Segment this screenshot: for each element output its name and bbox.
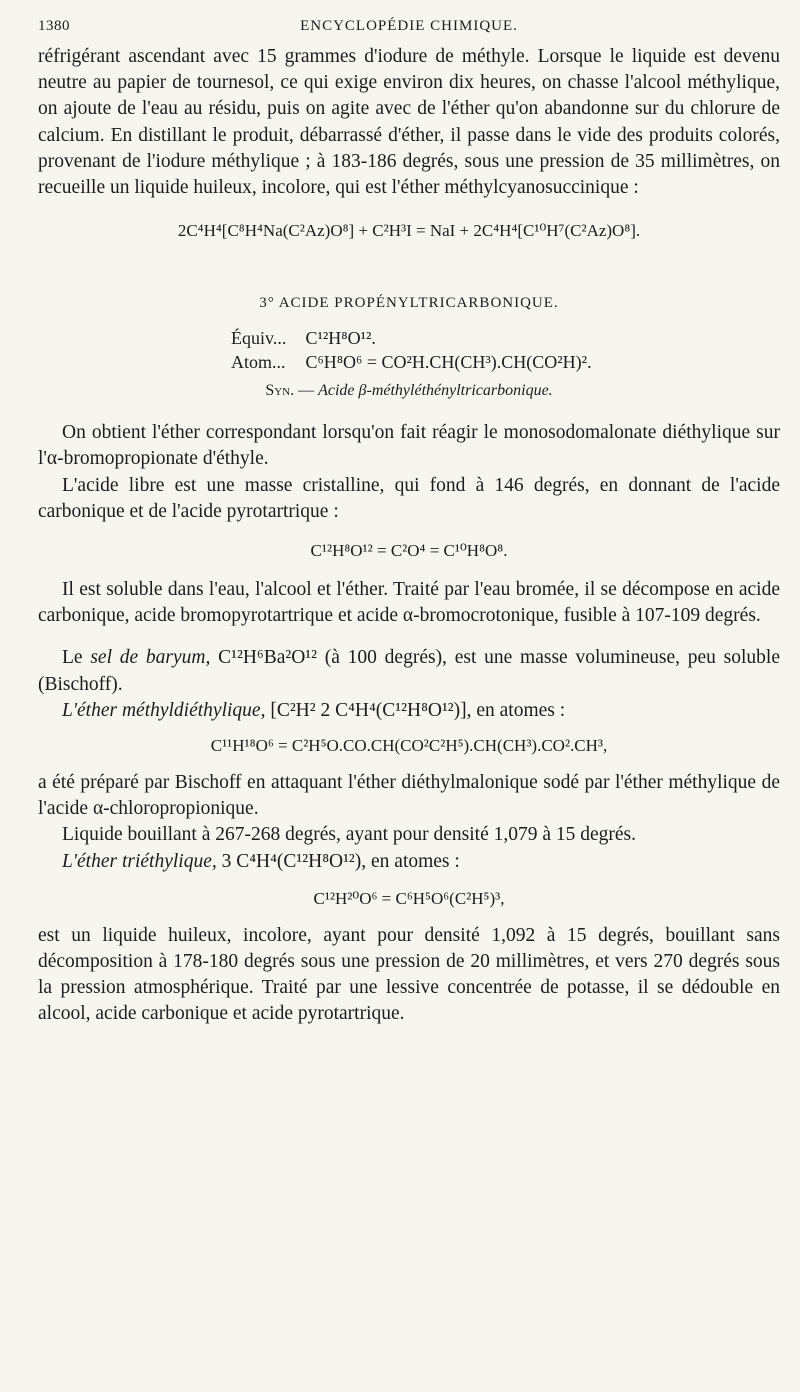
paragraph-boiling-point: Liquide bouillant à 267-268 degrés, ayant pour densité 1,079 à 15 degrés. — [62, 824, 637, 846]
equiv-line — [38, 326, 780, 350]
barium-term: sel de baryum, — [90, 647, 211, 669]
equation-decomposition: C¹²H⁸O¹² = C²O⁴ = C¹⁰H⁸O⁸. — [310, 541, 508, 561]
methyldiethyl-term: L'éther méthyldiéthylique, — [62, 699, 266, 721]
methyldiethyl-text: [C²H² 2 C⁴H⁴(C¹²H⁸O¹²)], en atomes : — [265, 699, 566, 721]
paragraph-methyldiethyl-ether — [38, 698, 780, 724]
paragraph-barium-salt — [38, 645, 780, 697]
equiv-formula: C¹²H⁸O¹². — [305, 328, 376, 349]
barium-lead: Le — [62, 647, 91, 669]
triethyl-text: 3 C⁴H⁴(C¹²H⁸O¹²), en atomes : — [216, 850, 460, 872]
atom-formula: C⁶H⁸O⁶ = CO²H.CH(CH³).CH(CO²H)². — [305, 352, 592, 373]
paragraph-preparation: On obtient l'éther correspondant lorsqu'on fait réagir le monosodomalonate diéthylique sur l'α-bromopropionate d'éthyle. — [38, 422, 780, 470]
synonym-name: Acide β-méthyléthényltricarbonique. — [318, 382, 553, 400]
equiv-label: Équiv... — [231, 328, 287, 349]
paragraph-continuation: réfrigérant ascendant avec 15 grammes d'iodure de méthyle. Lorsque le liquide est devenu neutre au papier de tournesol, ce qui exige environ dix heures, on chasse l'alcool méthylique, on ajoute de l'eau au résidu, puis on agite avec de l'éther qu'on abandonne sur du chlorure de calcium. En distillant le produit, débarrassé d'éther, il passe dans le vide des produits colorés, provenant de l'iodure méthylique ; à 183-186 degrés, sous une pression de 35 millimètres, on recueille un liquide huileux, incolore, qui est l'éther méthylcyanosuccinique : — [38, 46, 780, 199]
synonym-dash: — — [298, 382, 315, 400]
paragraph-free-acid: L'acide libre est une masse cristalline, qui fond à 146 degrés, en donnant de l'acide carbonique et de l'acide pyrotartrique : — [38, 474, 780, 522]
triethyl-term: L'éther triéthylique, — [62, 850, 217, 872]
page-number: 1380 — [38, 18, 70, 34]
synonym-line — [38, 382, 780, 400]
atom-label: Atom... — [231, 352, 286, 373]
synonym-label: Syn. — [265, 382, 295, 400]
running-title: ENCYCLOPÉDIE CHIMIQUE. — [300, 18, 518, 34]
paragraph-solubility: Il est soluble dans l'eau, l'alcool et l'éther. Traité par l'eau bromée, il se décompose en acide carbonique, acide bromopyrotartrique et acide α-bromocrotonique, fusible à 107-109 degrés. — [38, 579, 780, 627]
barium-text: C¹²H⁶Ba²O¹² (à 100 degrés), est une masse volumineuse, peu soluble (Bischoff). — [38, 647, 780, 695]
paragraph-bischoff: a été préparé par Bischoff en attaquant l'éther diéthylmalonique sodé par l'éther méthylique de l'acide α-chloropropionique. — [38, 772, 780, 820]
equation-triethyl: C¹²H²⁰O⁶ = C⁶H⁵O⁶(C²H⁵)³, — [313, 888, 505, 908]
paragraph-triethyl-properties: est un liquide huileux, incolore, ayant pour densité 1,092 à 15 degrés, bouillant sans décomposition à 178-180 degrés sous une pression de 20 millimètres, et vers 270 degrés sous la pression atmosphérique. Traité par une lessive concentrée de potasse, il se dédouble en alcool, acide carbonique et acide pyrotartrique. — [38, 924, 780, 1025]
equation-methyldiethyl: C¹¹H¹⁸O⁶ = C²H⁵O.CO.CH(CO²C²H⁵).CH(CH³).CO².CH³, — [210, 736, 608, 756]
atom-line — [38, 350, 780, 374]
page-header — [38, 18, 780, 44]
paragraph-triethyl-ether — [38, 849, 780, 875]
equation-reaction: 2C⁴H⁴[C⁸H⁴Na(C²Az)O⁸] + C²H³I = NaI + 2C⁴H⁴[C¹⁰H⁷(C²Az)O⁸]. — [177, 221, 641, 241]
page — [38, 18, 780, 1028]
section-title: 3° ACIDE PROPÉNYLTRICARBONIQUE. — [259, 295, 559, 312]
